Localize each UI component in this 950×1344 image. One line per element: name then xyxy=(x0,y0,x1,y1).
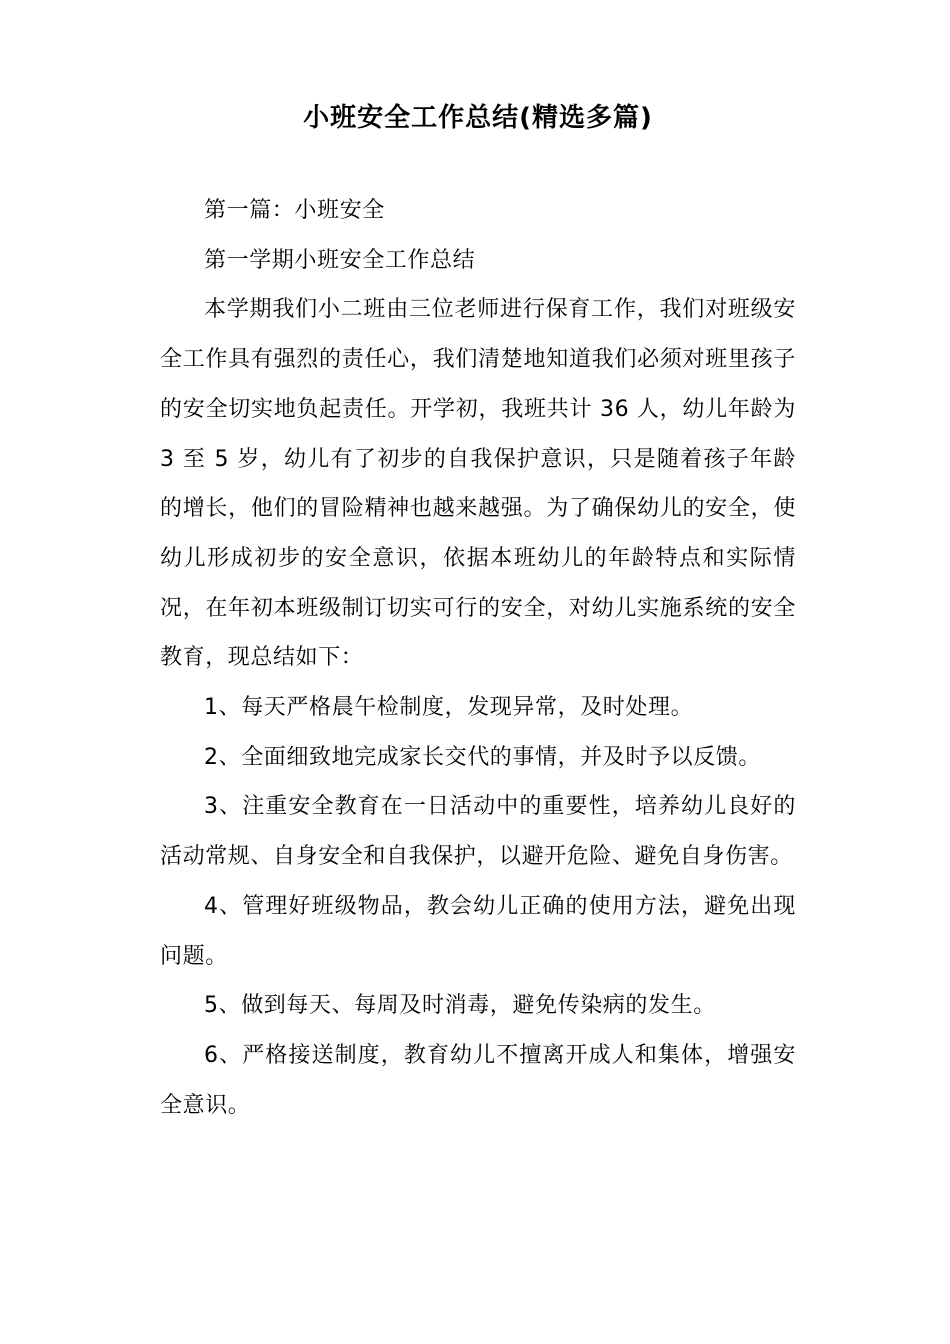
list-item-3: 3、注重安全教育在一日活动中的重要性，培养幼儿良好的活动常规、自身安全和自我保护，以避开危险、避免自身伤害。 xyxy=(160,794,796,870)
section-heading: 第一篇：小班安全 xyxy=(204,198,385,223)
list-item-6: 6、严格接送制度，教育幼儿不擅离开成人和集体，增强安全意识。 xyxy=(160,1042,796,1118)
document-body xyxy=(160,186,796,1130)
intro-paragraph: 本学期我们小二班由三位老师进行保育工作，我们对班级安全工作具有强烈的责任心，我们清楚地知道我们必须对班里孩子的安全切实地负起责任。开学初，我班共计 36 人，幼儿年龄为 3 至 5 岁，幼儿有了初步的自我保护意识，只是随着孩子年龄的增长，他们的冒险精神也越来越强。为了确保幼儿的安全，使幼儿形成初步的安全意识，依据本班幼儿的年龄特点和实际情况，在年初本班级制订切实可行的安全，对幼儿实施系统的安全教育，现总结如下： xyxy=(160,297,796,671)
list-item-5: 5、做到每天、每周及时消毒，避免传染病的发生。 xyxy=(204,993,716,1019)
subsection-heading: 第一学期小班安全工作总结 xyxy=(204,247,476,273)
list-item-2: 2、全面细致地完成家长交代的事情，并及时予以反馈。 xyxy=(204,744,761,770)
list-item-4: 4、管理好班级物品，教会幼儿正确的使用方法，避免出现问题。 xyxy=(160,893,796,969)
list-item-1: 1、每天严格晨午检制度，发现异常，及时处理。 xyxy=(204,695,694,721)
document-title: 小班安全工作总结(精选多篇) xyxy=(303,103,653,133)
